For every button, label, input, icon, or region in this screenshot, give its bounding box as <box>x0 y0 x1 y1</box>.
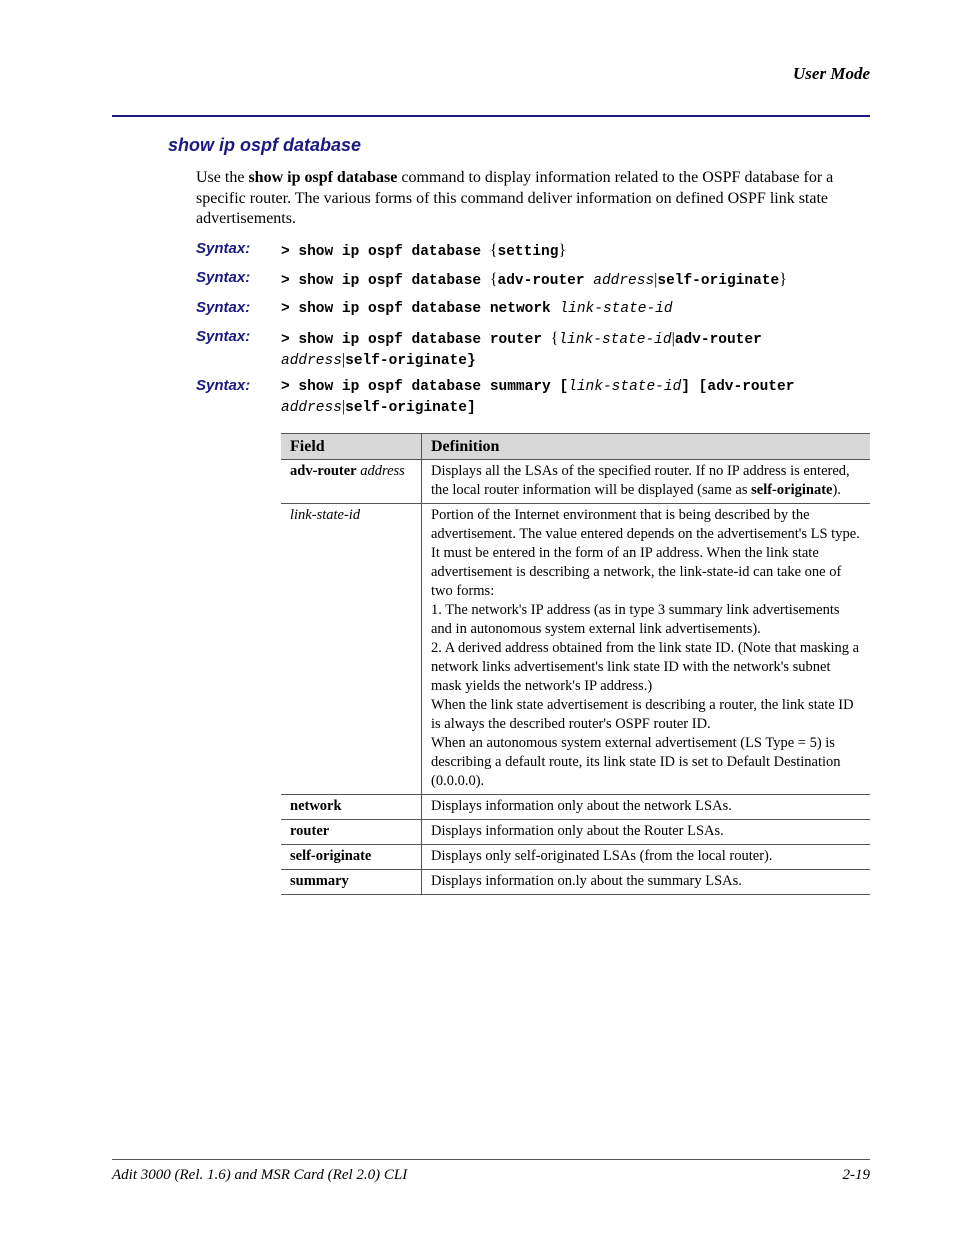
syntax-label: Syntax: <box>196 377 251 394</box>
table-row <box>281 870 870 895</box>
syntax-cmd-text: > show ip ospf database router <box>281 332 551 348</box>
syntax-variable: link-state-id <box>559 301 673 317</box>
definition-line: 1. The network's IP address (as in type 3 summary link advertisements and in autonomous system external link advertisements). <box>431 602 840 637</box>
column-header-field: Field <box>281 434 422 460</box>
table-row <box>281 820 870 845</box>
syntax-command <box>281 300 871 319</box>
definition-cell: Displays only self-originated LSAs (from the local router). <box>422 845 871 870</box>
field-cell <box>281 460 422 504</box>
syntax-label: Syntax: <box>196 269 251 286</box>
syntax-variable: link-state-id <box>558 332 672 348</box>
definition-line: When an autonomous system external advertisement (LS Type = 5) is describing a default route, its link state ID is set to Default Destination (0.0.0.0). <box>431 735 841 789</box>
header-rule <box>112 115 870 117</box>
syntax-cmd-text: > show ip ospf database <box>281 244 490 260</box>
definition-cell: Displays information only about the network LSAs. <box>422 795 871 820</box>
syntax-separator: | <box>671 330 675 347</box>
syntax-cmd-text: > show ip ospf database network <box>281 301 560 317</box>
definition-cell <box>422 460 871 504</box>
table-row <box>281 845 870 870</box>
syntax-variable: address <box>281 400 342 416</box>
footer-page-number: 2-19 <box>842 1167 870 1183</box>
bracket-close: ] <box>681 379 690 395</box>
field-name: adv-router <box>290 463 357 479</box>
syntax-label: Syntax: <box>196 240 251 257</box>
brace-open: { <box>489 271 498 288</box>
syntax-label: Syntax: <box>196 328 251 345</box>
brace-open: { <box>489 242 498 259</box>
intro-post: command to display information related to the OSPF database for a specific router. The various forms of this command deliver information on defined OSPF link state advertisements. <box>196 169 834 227</box>
syntax-option: self-originate <box>657 273 780 289</box>
footer-document-title: Adit 3000 (Rel. 1.6) and MSR Card (Rel 2.0) CLI <box>112 1167 408 1183</box>
intro-command: show ip ospf database <box>248 169 398 186</box>
syntax-label: Syntax: <box>196 299 251 316</box>
field-cell <box>281 504 422 795</box>
definition-line: When the link state advertisement is describing a router, the link state ID is always the described router's OSPF router ID. <box>431 697 854 732</box>
syntax-cmd-text: > show ip ospf database summary <box>281 379 560 395</box>
definition-text: ). <box>832 482 841 498</box>
syntax-arg: setting <box>497 244 559 260</box>
brace-open: { <box>550 330 559 347</box>
field-name: router <box>281 820 422 845</box>
field-name: self-originate <box>281 845 422 870</box>
syntax-command <box>281 329 871 371</box>
definition-cell: Displays information only about the Router LSAs. <box>422 820 871 845</box>
definition-cell <box>422 504 871 795</box>
intro-pre: Use the <box>196 169 249 186</box>
syntax-option: adv-router <box>674 332 762 348</box>
brace-close: } <box>558 242 567 259</box>
syntax-separator: | <box>341 398 346 415</box>
field-definition-table <box>281 433 870 895</box>
definition-text: Displays all the LSAs of the specified router. If no IP address is entered, the local router information will be displayed (same as <box>431 463 850 498</box>
syntax-separator: | <box>341 351 346 368</box>
syntax-command <box>281 378 871 418</box>
syntax-command <box>281 241 871 262</box>
brace-close: } <box>779 271 787 288</box>
table-row <box>281 460 870 504</box>
definition-line: Portion of the Internet environment that is being described by the advertisement. The value entered depends on the advertisement's LS type. It must be entered in the form of an IP address. When the link state advertisement is describing a network, the link-state-id can take one of two forms: <box>431 507 860 599</box>
table-row <box>281 504 870 795</box>
syntax-variable: address <box>281 353 342 369</box>
section-title: show ip ospf database <box>168 135 362 155</box>
syntax-variable: address <box>593 273 655 289</box>
definition-line: 2. A derived address obtained from the link state ID. (Note that masking a network links advertisement's link state ID with the network's subnet mask yields the network's IP address.) <box>431 640 860 694</box>
definition-cell: Displays information on.ly about the summary LSAs. <box>422 870 871 895</box>
bracket-open: [ <box>559 379 569 395</box>
syntax-separator: | <box>654 271 658 288</box>
syntax-variable: link-state-id <box>568 379 682 395</box>
field-name: network <box>281 795 422 820</box>
table-header-row <box>281 434 870 460</box>
page-header-title: User Mode <box>793 64 870 83</box>
field-variable: address <box>356 463 405 479</box>
column-header-definition: Definition <box>422 434 871 460</box>
syntax-option: [adv-router <box>689 379 795 395</box>
field-name: summary <box>281 870 422 895</box>
footer-rule <box>112 1159 870 1160</box>
table-row <box>281 795 870 820</box>
syntax-command <box>281 270 871 291</box>
field-variable: link-state-id <box>290 507 361 523</box>
definition-bold: self-originate <box>751 482 833 498</box>
syntax-cmd-text: > show ip ospf database <box>281 273 490 289</box>
intro-paragraph <box>196 168 870 230</box>
syntax-option: adv-router <box>497 273 585 289</box>
syntax-option: self-originate} <box>345 353 476 369</box>
syntax-option: self-originate] <box>345 400 476 416</box>
